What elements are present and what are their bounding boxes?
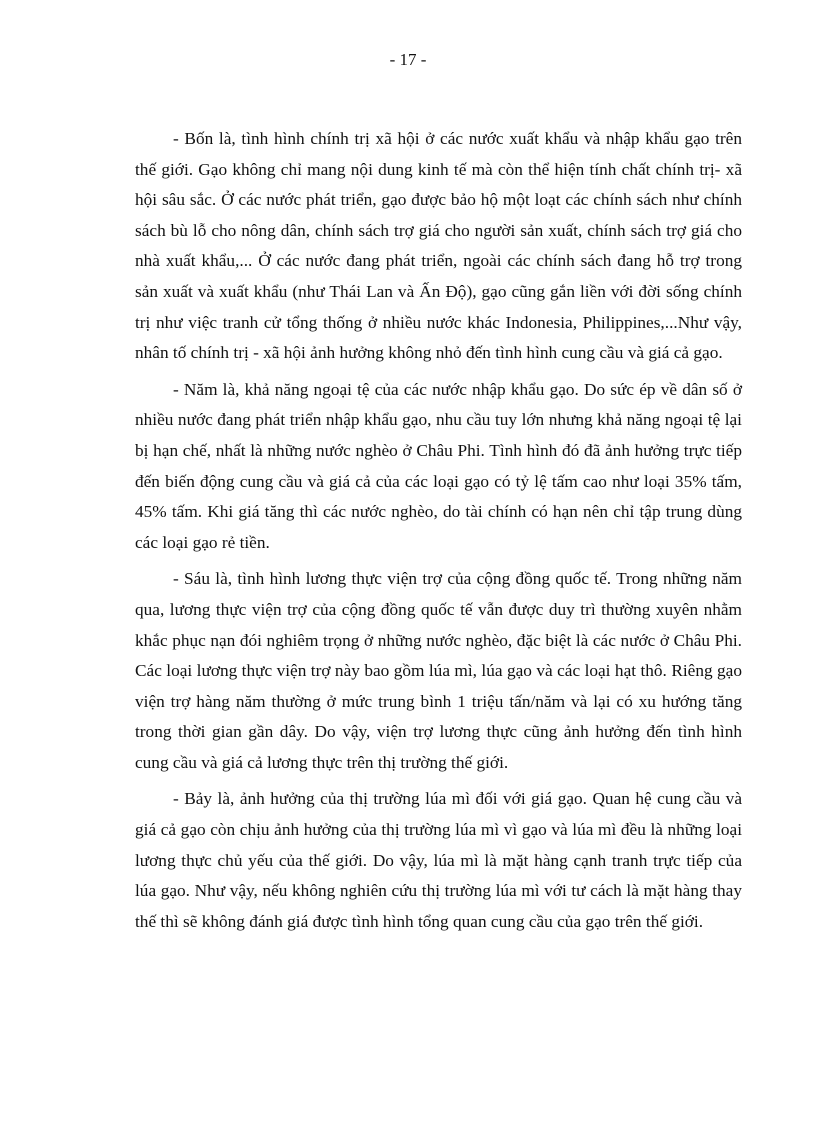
- paragraph-foreign-currency: - Năm là, khả năng ngoại tệ của các nước nhập khẩu gạo. Do sức ép về dân số ở nhiều nước đang phát triển nhập khẩu gạo, nhu cầu tuy lớn nhưng khả năng ngoại tệ lại bị hạn chế, nhất là những nước nghèo ở Châu Phi. Tình hình đó đã ảnh hưởng trực tiếp đến biến động cung cầu và giá cả của các loại gạo có tỷ lệ tấm cao như loại 35% tấm, 45% tấm. Khi giá tăng thì các nước nghèo, do tài chính có hạn nên chỉ tập trung dùng các loại gạo rẻ tiền.: [135, 379, 742, 552]
- page-number: - 17 -: [389, 50, 427, 69]
- document-body: [135, 124, 742, 943]
- paragraph-political-factor: - Bốn là, tình hình chính trị xã hội ở các nước xuất khẩu và nhập khẩu gạo trên thế giới. Gạo không chỉ mang nội dung kinh tế mà còn thể hiện tính chất chính trị- xã hội sâu sắc. Ở các nước phát triển, gạo được bảo hộ một loạt các chính sách như chính sách bù lỗ cho nông dân, chính sách trợ giá cho người sản xuất, chính sách trợ giá cho nhà xuất khẩu,... Ở các nước đang phát triển, ngoài các chính sách đang hỗ trợ trong sản xuất và xuất khẩu (như Thái Lan và Ấn Độ), gạo cũng gắn liền với đời sống chính trị như việc tranh cử tổng thống ở nhiều nước khác Indonesia, Philippines,...Như vậy, nhân tố chính trị - xã hội ảnh hưởng không nhỏ đến tình hình cung cầu và giá cả gạo.: [135, 129, 742, 363]
- paragraph-food-aid: - Sáu là, tình hình lương thực viện trợ của cộng đồng quốc tế. Trong những năm qua, lương thực viện trợ của cộng đồng quốc tế vẫn được duy trì thường xuyên nhằm khắc phục nạn đói nghiêm trọng ở những nước nghèo, đặc biệt là các nước ở Châu Phi. Các loại lương thực viện trợ này bao gồm lúa mì, lúa gạo và các loại hạt thô. Riêng gạo viện trợ hàng năm thường ở mức trung bình 1 triệu tấn/năm và lại có xu hướng tăng trong thời gian gần dây. Do vậy, viện trợ lương thực cũng ảnh hưởng đến tình hình cung cầu và giá cả lương thực trên thị trường thế giới.: [135, 569, 742, 772]
- paragraph-wheat-market: - Bảy là, ảnh hưởng của thị trường lúa mì đối với giá gạo. Quan hệ cung cầu và giá cả gạo còn chịu ảnh hưởng của thị trường lúa mì vì gạo và lúa mì đều là những loại lương thực chủ yếu của thế giới. Do vậy, lúa mì là mặt hàng cạnh tranh trực tiếp của lúa gạo. Như vậy, nếu không nghiên cứu thị trường lúa mì với tư cách là mặt hàng thay thế thì sẽ không đánh giá được tình hình tổng quan cung cầu của gạo trên thế giới.: [135, 789, 742, 931]
